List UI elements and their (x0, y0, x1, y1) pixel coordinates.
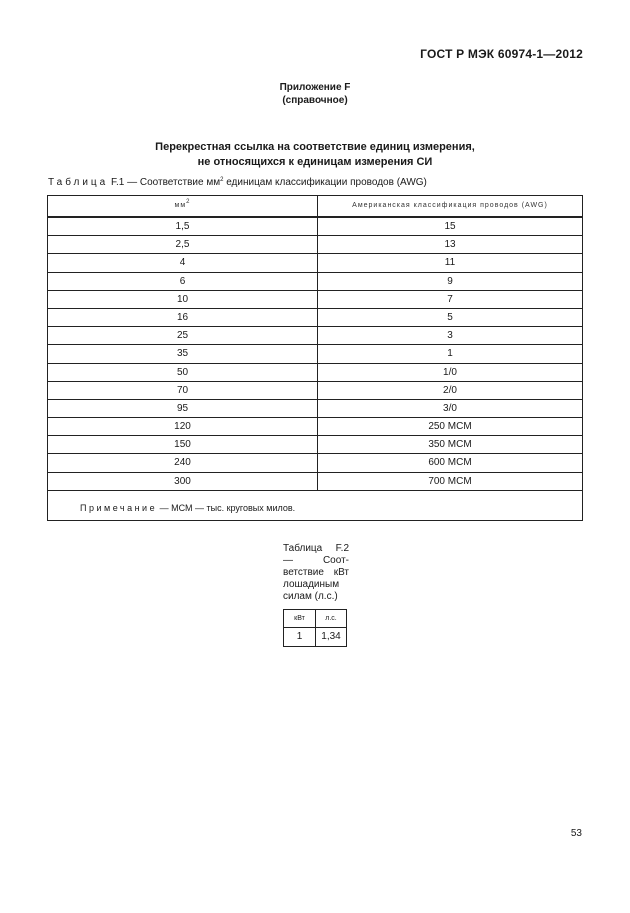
table-row (48, 400, 582, 418)
cell-mm2: 6 (179, 275, 186, 287)
appendix-title: Приложение F (279, 82, 351, 93)
table1-note (80, 503, 295, 513)
cell-mm2: 25 (176, 330, 189, 342)
table1-body (48, 218, 582, 491)
table2-header-hp: л.с. (325, 615, 337, 622)
table1-caption-number: F.1 — Соответствие мм (111, 177, 221, 188)
cell-mm2: 240 (174, 457, 191, 469)
cell-mm2: 10 (176, 293, 189, 305)
table-row (48, 382, 582, 400)
cell-mm2: 300 (174, 475, 191, 487)
table2-header-kw: кВт (294, 615, 305, 622)
conversion-table-mm2-awg (47, 195, 583, 521)
cell-awg: 700 MCM (428, 475, 472, 487)
table2-cell-kw: 1 (296, 631, 303, 642)
cell-mm2: 4 (179, 257, 186, 269)
table1-note-text: — МСМ — тыс. круговых милов. (157, 503, 296, 513)
cell-mm2: 70 (176, 384, 189, 396)
cell-awg: 11 (444, 257, 456, 269)
table2-column-divider (315, 610, 316, 646)
table-row (48, 254, 582, 272)
heading-line-2: не относящихся к единицам измерения СИ (197, 156, 433, 168)
table-row (48, 236, 582, 254)
table-row (48, 218, 582, 236)
table1-header-awg: Американская классификация проводов (AWG) (352, 202, 548, 209)
cell-mm2: 95 (176, 402, 189, 414)
table-row (48, 291, 582, 309)
section-heading (0, 140, 630, 170)
cell-awg: 7 (447, 293, 453, 305)
cell-mm2: 120 (174, 421, 191, 433)
table1-caption (48, 177, 427, 188)
table-row (48, 436, 582, 454)
table1-note-prefix: Примечание (80, 503, 158, 513)
cell-mm2: 35 (176, 348, 189, 360)
table-row (48, 454, 582, 472)
cell-awg: 3/0 (443, 402, 457, 414)
cell-awg: 9 (447, 275, 453, 287)
table1-caption-rest: единицам классификации проводов (AWG) (223, 177, 427, 188)
cell-awg: 250 MCM (428, 421, 472, 433)
table-row (48, 327, 582, 345)
cell-mm2: 150 (174, 439, 191, 451)
cell-awg: 5 (447, 311, 453, 323)
table2-caption: Таблица F.2 — Соответствие кВт лошадиным силам (л.с.) (283, 543, 349, 602)
appendix-label (0, 81, 630, 107)
cell-awg: 1/0 (443, 366, 457, 378)
conversion-table-kw-hp (283, 609, 347, 647)
cell-awg: 2/0 (443, 384, 457, 396)
cell-awg: 600 MCM (428, 457, 472, 469)
table1-caption-sup: 2 (220, 177, 224, 183)
page-number: 53 (570, 828, 582, 839)
cell-mm2: 50 (176, 366, 189, 378)
cell-awg: 1 (447, 348, 453, 360)
appendix-subtitle: (справочное) (282, 95, 348, 106)
table-row (48, 473, 582, 491)
table1-header-mm2: $мм^2$ (174, 199, 191, 209)
table-row (48, 345, 582, 363)
cell-mm2: 1,5 (175, 221, 190, 232)
table-row (48, 273, 582, 291)
cell-mm2: 2,5 (175, 239, 190, 251)
table1-caption-prefix: Таблица (48, 177, 109, 188)
table1-header-row (48, 196, 582, 218)
cell-awg: 3 (447, 330, 453, 342)
table-row (48, 309, 582, 327)
cell-awg: 15 (444, 221, 456, 232)
heading-line-1: Перекрестная ссылка на соответствие единиц измерения, (155, 141, 475, 153)
cell-awg: 13 (444, 239, 456, 251)
document-code: ГОСТ Р МЭК 60974-1—2012 (420, 47, 583, 61)
cell-awg: 350 MCM (428, 439, 472, 451)
cell-mm2: 16 (176, 311, 189, 323)
table2-cell-hp: 1,34 (321, 631, 341, 642)
table-row (48, 418, 582, 436)
table-row (48, 364, 582, 382)
